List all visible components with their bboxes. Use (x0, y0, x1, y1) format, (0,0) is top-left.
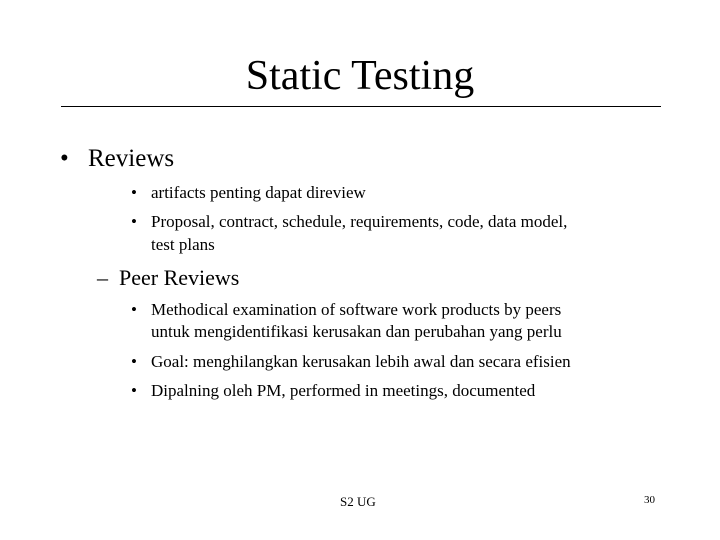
bullet-symbol: • (131, 381, 137, 400)
slide-title: Static Testing (245, 53, 475, 99)
bullet-symbol: • (131, 212, 137, 231)
bullet-peer-reviews: Peer Reviews (119, 265, 240, 290)
bullet-symbol: • (131, 300, 137, 319)
bullet-reviews: Reviews (88, 145, 175, 172)
bullet-proposal-line1: Proposal, contract, schedule, requirements, code, data model, (151, 212, 568, 231)
bullet-dipalning: Dipalning oleh PM, performed in meetings, documented (151, 381, 536, 400)
bullet-proposal-line2: test plans (151, 235, 215, 254)
bullet-methodical-line1: Methodical examination of software work products by peers (151, 300, 562, 319)
bullet-symbol: • (60, 145, 69, 172)
dash-symbol: – (97, 265, 108, 290)
footer-label: S2 UG (340, 494, 376, 509)
bullet-artifacts: artifacts penting dapat direview (151, 183, 366, 202)
page-number: 30 (644, 494, 655, 506)
bullet-symbol: • (131, 183, 137, 202)
bullet-symbol: • (131, 352, 137, 371)
bullet-goal: Goal: menghilangkan kerusakan lebih awal dan secara efisien (151, 352, 571, 371)
bullet-methodical-line2: untuk mengidentifikasi kerusakan dan perubahan yang perlu (151, 322, 562, 341)
title-divider (61, 106, 661, 107)
